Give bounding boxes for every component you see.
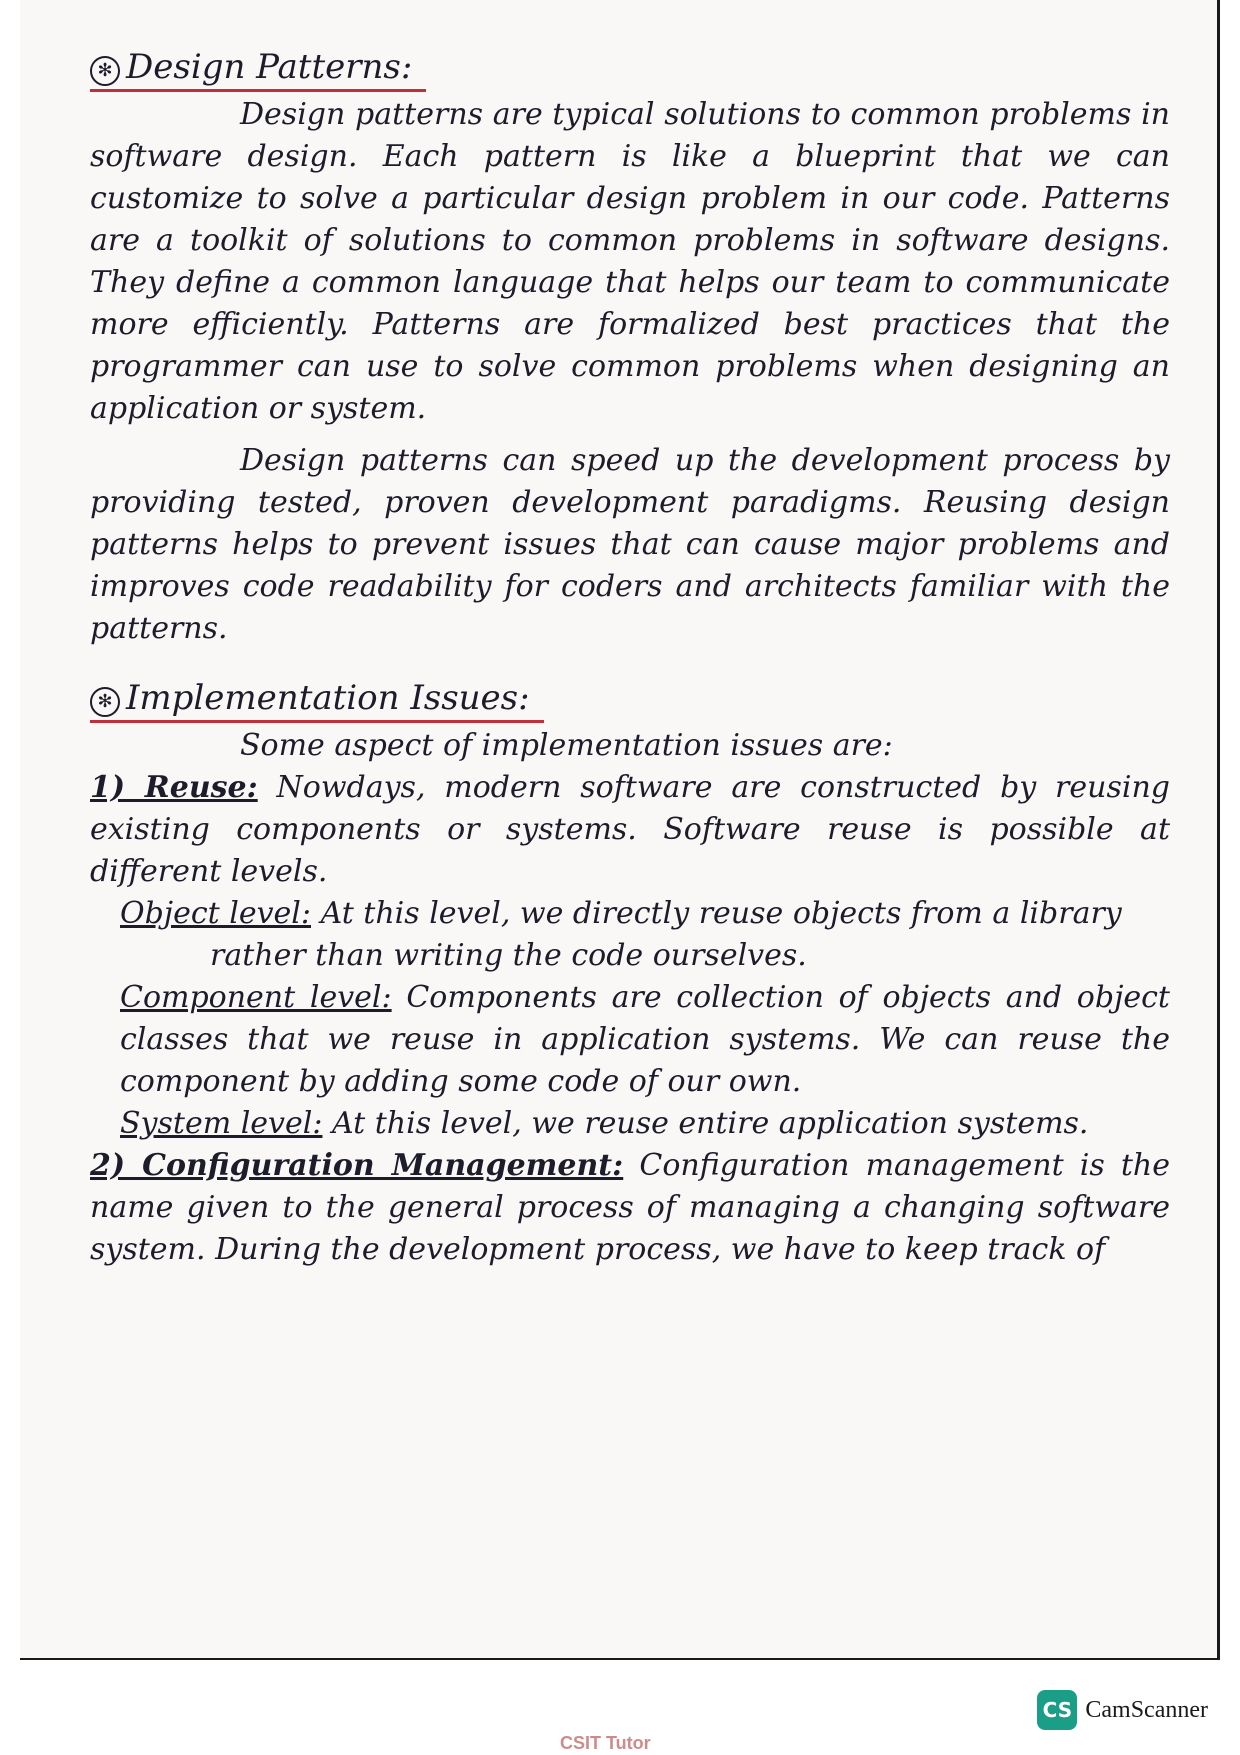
asterisk-bullet-icon: ✻ — [90, 687, 120, 717]
camscanner-logo-icon: CS — [1037, 1690, 1077, 1730]
implementation-issues-heading — [90, 676, 544, 723]
object-level-item — [120, 893, 1170, 935]
watermark — [560, 1732, 651, 1754]
component-level-text: Components are collection of objects and object classes that we reuse in application systems. We can reuse the component by adding some code of our own. — [120, 980, 1170, 1099]
reuse-text: Nowdays, modern software are constructed by reusing existing components or systems. Software reuse is possible at different levels. — [90, 770, 1170, 889]
system-level-label: System level: — [120, 1106, 323, 1141]
notebook-page — [20, 0, 1220, 1660]
config-management-item — [90, 1145, 1170, 1271]
object-level-text: At this level, we directly reuse objects from a library — [320, 896, 1122, 931]
system-level-text: At this level, we reuse entire application systems. — [332, 1106, 1089, 1141]
implementation-intro: Some aspect of implementation issues are: — [240, 728, 893, 763]
camscanner-name: CamScanner — [1085, 1696, 1208, 1723]
reuse-label: 1) Reuse: — [90, 770, 258, 805]
config-management-text: Configuration management is the name given to the general process of managing a changing software system. During the development process, we have to keep track of — [90, 1148, 1170, 1267]
design-patterns-heading-text: Design Patterns: — [126, 47, 413, 87]
watermark-text: CSIT Tutor — [560, 1732, 651, 1753]
page-content — [90, 45, 1170, 1271]
section-gap — [90, 650, 1170, 676]
design-patterns-heading — [90, 45, 426, 92]
system-level-item — [120, 1103, 1170, 1145]
component-level-item — [120, 977, 1170, 1103]
asterisk-bullet-icon: ✻ — [90, 56, 120, 86]
implementation-issues-heading-text: Implementation Issues: — [126, 678, 530, 718]
camscanner-badge — [1037, 1690, 1208, 1730]
config-management-label: 2) Configuration Management: — [90, 1148, 624, 1183]
object-level-continuation: rather than writing the code ourselves. — [210, 938, 807, 973]
design-patterns-paragraph-2: Design patterns can speed up the development process by providing tested, proven development paradigms. Reusing design patterns helps to prevent issues that can cause major problems and improves code readability for coders and architects familiar with the patterns. — [90, 443, 1170, 646]
component-level-label: Component level: — [120, 980, 392, 1015]
design-patterns-paragraph-1: Design patterns are typical solutions to common problems in software design. Each pattern is like a blueprint that we can customize to solve a particular design problem in our code. Patterns are a toolkit of solutions to common problems in software designs. They define a common language that helps our team to communicate more efficiently. Patterns are formalized best practices that the programmer can use to solve common problems when designing an application or system. — [90, 97, 1170, 426]
reuse-item — [90, 767, 1170, 893]
object-level-label: Object level: — [120, 896, 312, 931]
